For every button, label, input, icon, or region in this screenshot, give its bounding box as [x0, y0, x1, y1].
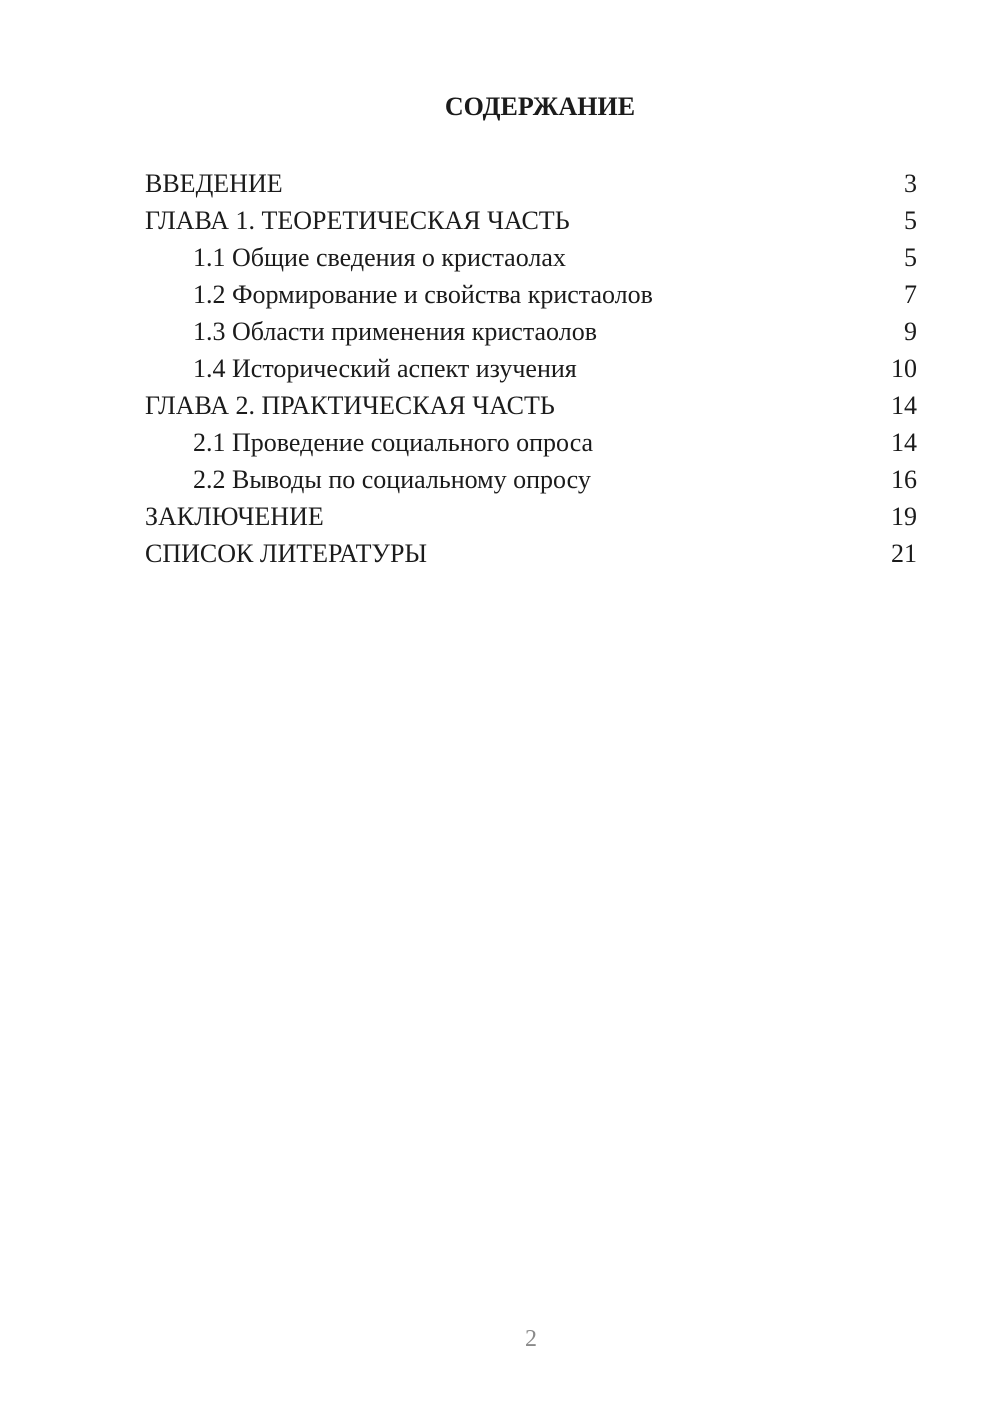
toc-entry [145, 387, 917, 424]
table-of-contents [145, 165, 917, 572]
toc-entry-label: ЗАКЛЮЧЕНИЕ [145, 502, 324, 531]
toc-entry [145, 165, 917, 202]
toc-entry-page: 14 [891, 428, 917, 457]
toc-entry-page: 19 [891, 502, 917, 531]
page-number: 2 [525, 1326, 537, 1352]
toc-entry-page: 7 [904, 280, 917, 309]
toc-entry-label: 2.2 Выводы по социальному опросу [193, 465, 591, 494]
page-title: СОДЕРЖАНИЕ [444, 92, 636, 121]
toc-entry [145, 276, 917, 313]
toc-entry-label: ВВЕДЕНИЕ [145, 169, 283, 198]
toc-entry-page: 10 [891, 354, 917, 383]
toc-entry-label: СПИСОК ЛИТЕРАТУРЫ [145, 539, 428, 568]
toc-entry [145, 239, 917, 276]
toc-entry-page: 3 [904, 169, 917, 198]
toc-entry-label: 2.1 Проведение социального опроса [193, 428, 594, 457]
toc-entry-label: 1.1 Общие сведения о кристаолах [193, 243, 566, 272]
toc-entry [145, 461, 917, 498]
toc-entry-label: ГЛАВА 1. ТЕОРЕТИЧЕСКАЯ ЧАСТЬ [145, 206, 570, 235]
toc-entry-page: 9 [904, 317, 917, 346]
toc-entry-page: 21 [891, 539, 917, 568]
toc-entry-label: 1.3 Области применения кристаолов [193, 317, 597, 346]
toc-entry [145, 350, 917, 387]
toc-entry-label: 1.4 Исторический аспект изучения [193, 354, 577, 383]
toc-entry-page: 14 [891, 391, 917, 420]
toc-entry-page: 16 [891, 465, 917, 494]
toc-entry [145, 535, 917, 572]
toc-entry-page: 5 [904, 206, 917, 235]
toc-entry [145, 424, 917, 461]
toc-entry-page: 5 [904, 243, 917, 272]
toc-entry [145, 313, 917, 350]
toc-entry-label: 1.2 Формирование и свойства кристаолов [193, 280, 653, 309]
toc-entry-label: ГЛАВА 2. ПРАКТИЧЕСКАЯ ЧАСТЬ [145, 391, 555, 420]
toc-entry [145, 498, 917, 535]
toc-entry [145, 202, 917, 239]
